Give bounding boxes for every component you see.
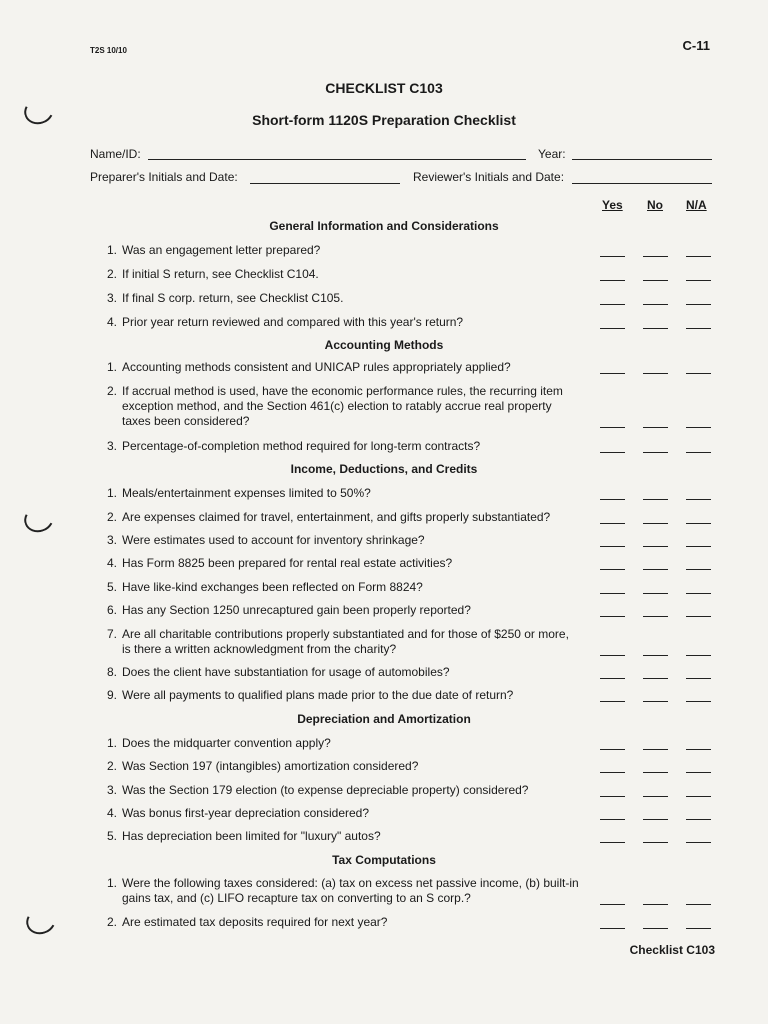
name-label: Name/ID: [90,147,141,161]
binder-hole-bottom [22,904,59,939]
question-line: Were estimates used to account for inventory shrinkage? [122,533,425,547]
question-number: 3. [106,783,117,797]
section-heading: Tax Computations [332,853,436,867]
question-line: gains tax, and (c) LIFO recapture tax on converting to an S corp.? [122,891,471,905]
question-text [122,915,592,930]
answer-no-line[interactable] [643,593,668,594]
question-line: If initial S return, see Checklist C104. [122,267,319,281]
answer-na-line[interactable] [686,256,711,257]
question-line: Were the following taxes considered: (a) tax on excess net passive income, (b) built-in [122,876,579,890]
answer-na-line[interactable] [686,655,711,656]
question-text [122,806,592,821]
answer-yes-line[interactable] [600,373,625,374]
answer-na-line[interactable] [686,280,711,281]
question-line: Are expenses claimed for travel, entertainment, and gifts properly substantiated? [122,510,551,524]
question-line: Has Form 8825 been prepared for rental real estate activities? [122,556,453,570]
answer-yes-line[interactable] [600,616,625,617]
answer-yes-line[interactable] [600,523,625,524]
answer-na-line[interactable] [686,842,711,843]
question-text [122,486,592,501]
question-text [122,580,592,595]
question-text [122,243,592,258]
answer-no-line[interactable] [643,373,668,374]
question-number: 2. [106,759,117,773]
year-label: Year: [538,147,566,161]
question-text [122,360,592,375]
section-heading: Income, Deductions, and Credits [290,462,478,476]
answer-yes-line[interactable] [600,328,625,329]
answer-na-line[interactable] [686,328,711,329]
question-line: Was bonus first-year depreciation considered? [122,806,370,820]
binder-hole-middle [20,502,57,537]
answer-na-line[interactable] [686,928,711,929]
section-heading: Accounting Methods [324,338,444,352]
answer-yes-line[interactable] [600,499,625,500]
answer-yes-line[interactable] [600,569,625,570]
question-text [122,829,592,844]
question-text [122,688,592,703]
question-line: Was an engagement letter prepared? [122,243,321,257]
question-number: 4. [106,315,117,329]
answer-yes-line[interactable] [600,749,625,750]
question-number: 1. [106,486,117,500]
answer-no-line[interactable] [643,328,668,329]
question-number: 3. [106,439,117,453]
answer-na-line[interactable] [686,819,711,820]
answer-na-line[interactable] [686,304,711,305]
column-no: No [647,198,663,212]
question-text [122,315,592,330]
question-number: 2. [106,267,117,281]
question-line: Prior year return reviewed and compared with this year's return? [122,315,464,329]
question-number: 2. [106,510,117,524]
answer-na-line[interactable] [686,546,711,547]
question-line: Was Section 197 (intangibles) amortization considered? [122,759,419,773]
answer-no-line[interactable] [643,569,668,570]
question-line: Have like-kind exchanges been reflected on Form 8824? [122,580,423,594]
question-number: 1. [106,736,117,750]
question-line: exception method, and the Section 461(c) election to ratably accrue real property [122,399,552,413]
question-line: Meals/entertainment expenses limited to 50%? [122,486,371,500]
answer-no-line[interactable] [643,749,668,750]
answer-na-line[interactable] [686,569,711,570]
answer-no-line[interactable] [643,796,668,797]
answer-na-line[interactable] [686,749,711,750]
question-text [122,384,592,429]
answer-no-line[interactable] [643,546,668,547]
answer-na-line[interactable] [686,796,711,797]
answer-yes-line[interactable] [600,427,625,428]
answer-no-line[interactable] [643,819,668,820]
answer-yes-line[interactable] [600,546,625,547]
answer-no-line[interactable] [643,523,668,524]
question-text [122,603,592,618]
question-number: 2. [106,915,117,929]
answer-no-line[interactable] [643,904,668,905]
answer-no-line[interactable] [643,701,668,702]
question-number: 3. [106,291,117,305]
answer-yes-line[interactable] [600,304,625,305]
answer-no-line[interactable] [643,499,668,500]
section-heading: General Information and Considerations [269,219,499,233]
preparer-input-line[interactable] [250,183,400,184]
answer-no-line[interactable] [643,452,668,453]
question-number: 4. [106,556,117,570]
question-number: 5. [106,829,117,843]
question-line: If accrual method is used, have the economic performance rules, the recurring item [122,384,563,398]
question-text [122,665,592,680]
question-text [122,291,592,306]
question-text [122,533,592,548]
answer-na-line[interactable] [686,499,711,500]
answer-yes-line[interactable] [600,772,625,773]
question-text [122,510,592,525]
question-line: Are estimated tax deposits required for next year? [122,915,388,929]
name-input-line[interactable] [148,159,526,160]
answer-na-line[interactable] [686,373,711,374]
question-line: Are all charitable contributions properly substantiated and for those of $250 or more, [122,627,569,641]
section-heading: Depreciation and Amortization [297,712,471,726]
question-line: Accounting methods consistent and UNICAP rules appropriately applied? [122,360,511,374]
answer-no-line[interactable] [643,655,668,656]
question-text [122,439,592,454]
question-line: Has any Section 1250 unrecaptured gain been properly reported? [122,603,471,617]
answer-yes-line[interactable] [600,593,625,594]
question-text [122,783,592,798]
answer-na-line[interactable] [686,701,711,702]
page-number: C-11 [682,38,710,53]
answer-yes-line[interactable] [600,256,625,257]
answer-yes-line[interactable] [600,796,625,797]
answer-na-line[interactable] [686,904,711,905]
answer-no-line[interactable] [643,678,668,679]
question-number: 2. [106,384,117,398]
answer-na-line[interactable] [686,523,711,524]
question-line: Was the Section 179 election (to expense depreciable property) considered? [122,783,529,797]
footer-label: Checklist C103 [629,943,715,957]
answer-na-line[interactable] [686,593,711,594]
answer-yes-line[interactable] [600,904,625,905]
question-number: 1. [106,876,117,890]
preparer-label: Preparer's Initials and Date: [90,170,238,184]
answer-na-line[interactable] [686,452,711,453]
question-text [122,876,592,906]
question-line: Has depreciation been limited for "luxury" autos? [122,829,381,843]
answer-no-line[interactable] [643,772,668,773]
reviewer-input-line[interactable] [572,183,712,184]
question-number: 1. [106,360,117,374]
answer-no-line[interactable] [643,256,668,257]
question-number: 1. [106,243,117,257]
answer-yes-line[interactable] [600,701,625,702]
question-number: 5. [106,580,117,594]
question-text [122,267,592,282]
question-number: 3. [106,533,117,547]
answer-na-line[interactable] [686,616,711,617]
answer-no-line[interactable] [643,928,668,929]
question-text [122,736,592,751]
question-number: 4. [106,806,117,820]
question-line: Percentage-of-completion method required for long-term contracts? [122,439,481,453]
question-text [122,556,592,571]
question-number: 7. [106,627,117,641]
question-line: Were all payments to qualified plans made prior to the due date of return? [122,688,514,702]
question-number: 9. [106,688,117,702]
answer-yes-line[interactable] [600,655,625,656]
question-text [122,759,592,774]
form-code: T2S 10/10 [90,46,127,55]
answer-yes-line[interactable] [600,280,625,281]
answer-no-line[interactable] [643,427,668,428]
question-line: is there a written acknowledgment from the charity? [122,642,397,656]
checklist-subtitle: Short-form 1120S Preparation Checklist [252,112,516,128]
answer-na-line[interactable] [686,678,711,679]
answer-no-line[interactable] [643,304,668,305]
answer-no-line[interactable] [643,842,668,843]
answer-yes-line[interactable] [600,452,625,453]
question-line: taxes been considered? [122,414,250,428]
answer-yes-line[interactable] [600,819,625,820]
column-na: N/A [686,198,707,212]
question-line: Does the midquarter convention apply? [122,736,331,750]
column-yes: Yes [602,198,623,212]
question-text [122,627,592,657]
question-number: 8. [106,665,117,679]
question-line: Does the client have substantiation for usage of automobiles? [122,665,450,679]
question-line: If final S corp. return, see Checklist C105. [122,291,344,305]
answer-yes-line[interactable] [600,842,625,843]
reviewer-label: Reviewer's Initials and Date: [413,170,565,184]
question-number: 6. [106,603,117,617]
answer-na-line[interactable] [686,427,711,428]
answer-no-line[interactable] [643,616,668,617]
answer-yes-line[interactable] [600,678,625,679]
answer-na-line[interactable] [686,772,711,773]
answer-no-line[interactable] [643,280,668,281]
answer-yes-line[interactable] [600,928,625,929]
year-input-line[interactable] [572,159,712,160]
checklist-title: CHECKLIST C103 [325,80,443,96]
